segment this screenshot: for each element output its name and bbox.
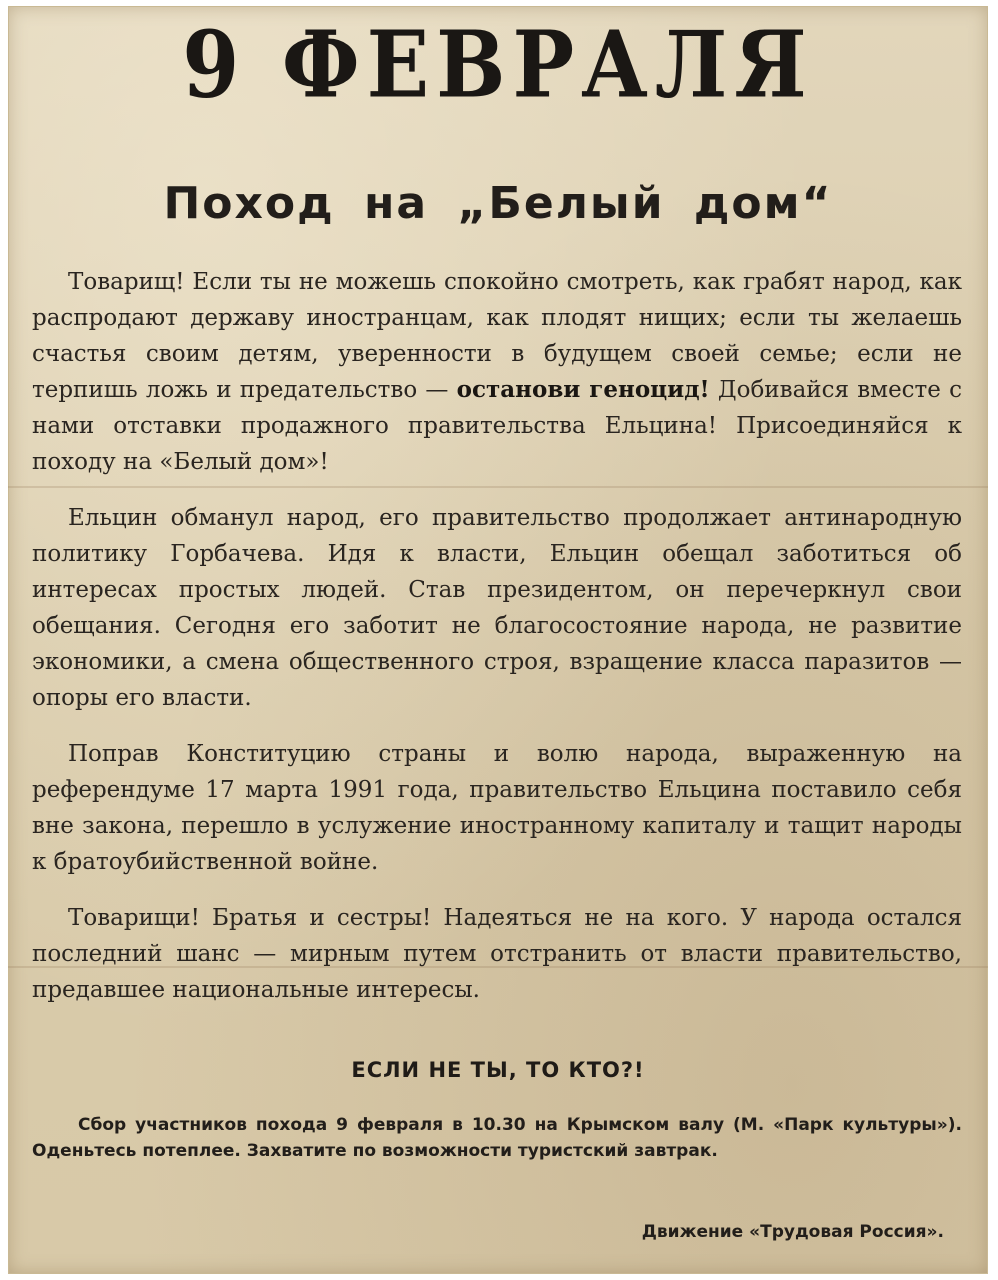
body-paragraph-1	[32, 264, 962, 480]
body-paragraph-3: Поправ Конституцию страны и волю народа, выраженную на референдуме 17 марта 1991 года, правительство Ельцина поставило себя вне закона, перешло в услужение иностранному капиталу и тащит народы к братоубийственной войне.	[32, 741, 962, 875]
meeting-notice	[32, 1112, 962, 1164]
paragraph-1-emphasis: останови геноцид!	[456, 376, 710, 403]
body-paragraph-4: Товарищи! Братья и сестры! Надеяться не на кого. У народа остался последний шанс — мирным путем отстранить от власти правительство, предавшее национальные интересы.	[32, 905, 962, 1003]
subheadline: Поход на „Белый дом“	[163, 178, 833, 229]
leaflet-sheet	[8, 6, 988, 1274]
body-paragraph-2: Ельцин обманул народ, его правительство продолжает антинародную политику Горбачева. Идя к власти, Ельцин обещал заботиться об интересах простых людей. Став президентом, он перечеркнул свои обещания. Сегодня его заботит не благосостояние народа, не развитие экономики, а смена общественного строя, взращение класса паразитов — опоры его власти.	[32, 505, 962, 711]
slogan: ЕСЛИ НЕ ТЫ, ТО КТО?!	[351, 1058, 645, 1082]
leaflet-body	[32, 264, 962, 1028]
paragraph-1-text-after: Добивайся вместе с нами отставки продажного правительства Ельцина! Присоединяйся к походу на «Белый дом»!	[32, 377, 963, 475]
meeting-notice-text: Сбор участников похода 9 февраля в 10.30 на Крымском валу (М. «Парк культуры»). Оденьтесь потеплее. Захватите по возможности туристский завтрак.	[32, 1115, 962, 1161]
signature: Движение «Трудовая Россия».	[641, 1222, 944, 1242]
headline-date: 9 ФЕВРАЛЯ	[182, 11, 814, 119]
paragraph-1-text-before: Товарищ! Если ты не можешь спокойно смотреть, как грабят народ, как распродают державу иностранцам, как плодят нищих; если ты желаешь счастья своим детям, уверенности в будущем своей семье; если не терпишь ложь и предательство —	[32, 269, 962, 403]
